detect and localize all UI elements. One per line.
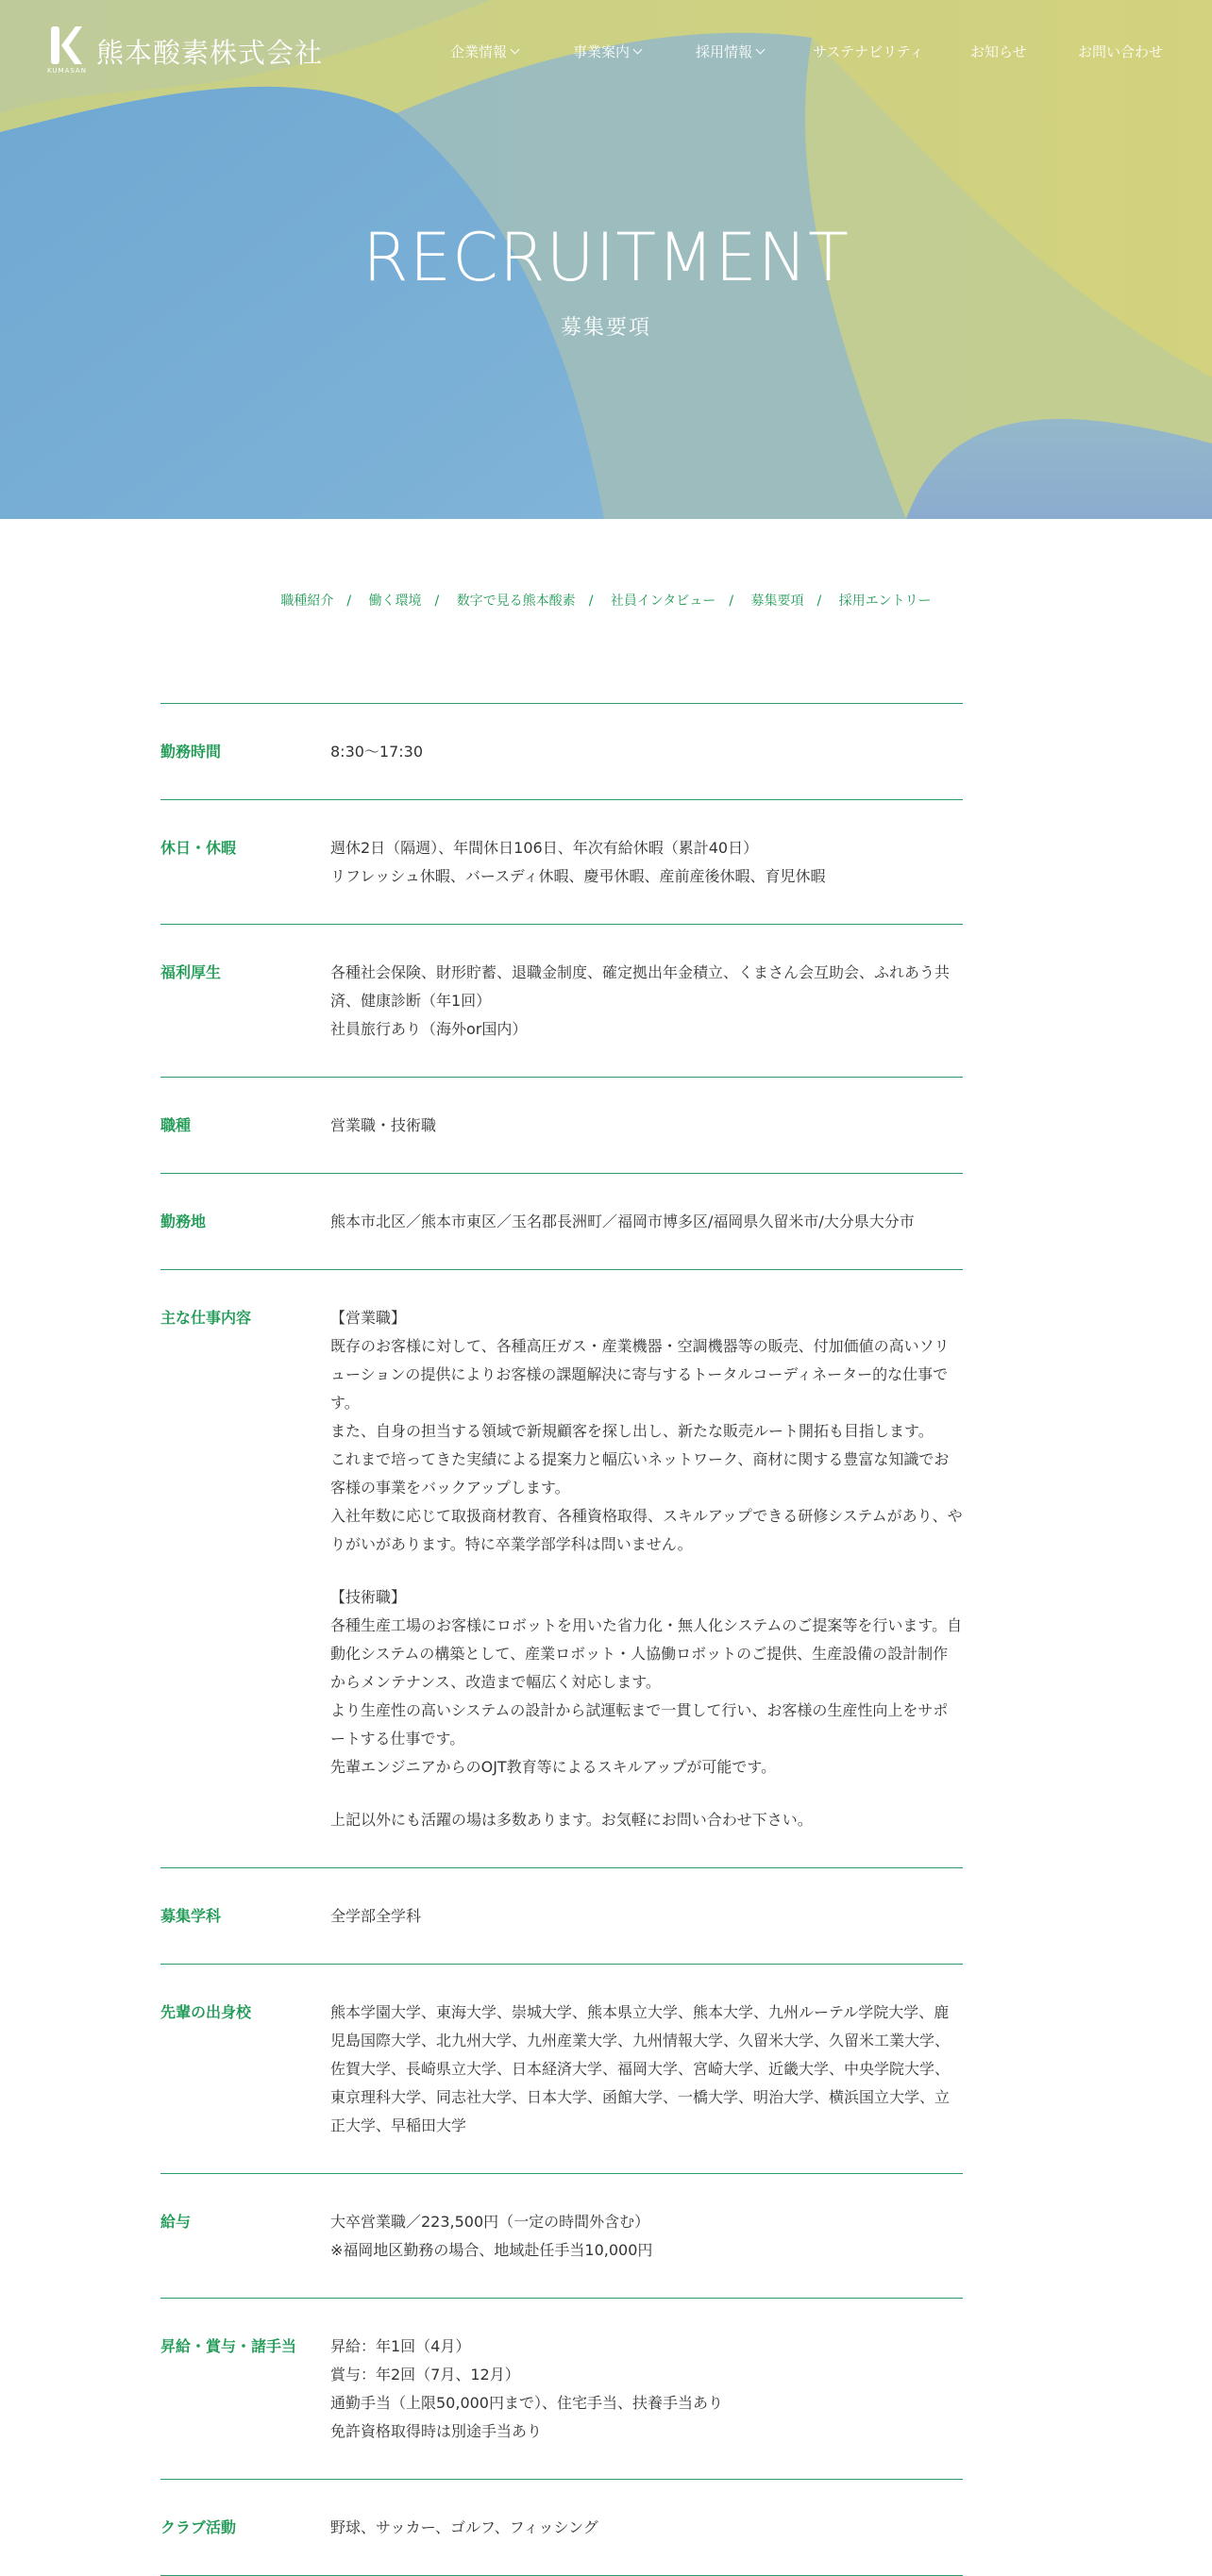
subnav-separator: / bbox=[588, 594, 594, 609]
block-gap bbox=[330, 1559, 963, 1583]
block-gap bbox=[330, 1781, 963, 1806]
table-row bbox=[160, 2299, 963, 2480]
requirements-table bbox=[160, 703, 963, 2576]
nav-contact[interactable] bbox=[1078, 42, 1163, 61]
nav-news[interactable] bbox=[970, 42, 1027, 61]
nav-company-info[interactable] bbox=[450, 42, 518, 61]
value-line: 営業職・技術職 bbox=[330, 1116, 437, 1134]
subnav-separator: / bbox=[434, 594, 440, 609]
subnav-requirements[interactable]: 募集要項 bbox=[750, 594, 804, 609]
value-line: より生産性の高いシステムの設計から試運転まで一貫して行い、お客様の生産性向上をサポートする仕事です。 bbox=[330, 1701, 949, 1748]
value-line: 賞与：年2回（7月、12月） bbox=[330, 2366, 520, 2384]
value-line: 全学部全学科 bbox=[330, 1907, 422, 1925]
global-nav bbox=[0, 42, 1212, 64]
nav-label: サステナビリティ bbox=[813, 43, 924, 60]
table-row bbox=[160, 1965, 963, 2174]
value-line: 週休2日（隔週）、年間休日106日、年次有給休暇（累計40日） bbox=[330, 839, 759, 857]
row-value bbox=[330, 738, 963, 766]
company-name: 熊本酸素株式会社 bbox=[96, 37, 324, 69]
value-line: 既存のお客様に対して、各種高圧ガス・産業機器・空調機器等の販売、付加価値の高いソリューションの提供によりお客様の課題解決に寄与するトータルコーディネーター的な仕事です。 bbox=[330, 1337, 950, 1412]
chevron-down-icon bbox=[756, 45, 766, 55]
subnav-job-types[interactable]: 職種紹介 bbox=[280, 594, 334, 609]
subnav-by-numbers[interactable]: 数字で見る熊本酸素 bbox=[456, 594, 576, 609]
table-row bbox=[160, 800, 963, 925]
value-line: これまで培ってきた実績による提案力と幅広いネットワーク、商材に関する豊富な知識でお客様の事業をバックアップします。 bbox=[330, 1450, 950, 1497]
nav-label: 採用情報 bbox=[696, 43, 753, 60]
table-row bbox=[160, 1868, 963, 1965]
table-row bbox=[160, 704, 963, 800]
table-row bbox=[160, 1174, 963, 1270]
table-row bbox=[160, 2480, 963, 2576]
nav-business[interactable] bbox=[573, 42, 641, 61]
subnav-separator: / bbox=[346, 594, 352, 609]
hero-title: RECRUITMENT bbox=[362, 219, 850, 296]
value-line: 社員旅行あり（海外or国内） bbox=[330, 1020, 528, 1038]
value-line: 入社年数に応じて取扱商材教育、各種資格取得、スキルアップできる研修システムがあり、やりがいがあります。特に卒業学部学科は問いません。 bbox=[330, 1507, 963, 1553]
value-line: リフレッシュ休暇、バースディ休暇、慶弔休暇、産前産後休暇、育児休暇 bbox=[330, 867, 826, 885]
value-line: 熊本市北区／熊本市東区／玉名郡長洲町／福岡市博多区/福岡県久留米市/大分県大分市 bbox=[330, 1213, 915, 1230]
row-label: クラブ活動 bbox=[160, 2518, 237, 2536]
chevron-down-icon bbox=[511, 45, 520, 55]
row-label: 主な仕事内容 bbox=[160, 1309, 252, 1327]
row-label: 昇給・賞与・諸手当 bbox=[160, 2337, 297, 2355]
row-value bbox=[330, 1999, 963, 2140]
recruit-subnav bbox=[0, 591, 1212, 610]
subnav-interviews[interactable]: 社員インタビュー bbox=[610, 594, 716, 609]
hero-subtitle: 募集要項 bbox=[560, 316, 651, 340]
value-line: 熊本学園大学、東海大学、崇城大学、熊本県立大学、熊本大学、九州ルーテル学院大学、鹿児島国際大学、北九州大学、九州産業大学、九州情報大学、久留米大学、久留米工業大学、佐賀大学、長崎県立大学、日本経済大学、福岡大学、宮崎大学、近畿大学、中央学院大学、東京理科大学、同志社大学、日本大学、函館大学、一橋大学、明治大学、横浜国立大学、立正大学、早稲田大学 bbox=[330, 2003, 951, 2134]
value-line: 【営業職】 bbox=[330, 1309, 407, 1327]
row-value bbox=[330, 1208, 963, 1236]
row-value bbox=[330, 959, 963, 1044]
nav-label: 事業案内 bbox=[573, 43, 631, 60]
row-value bbox=[330, 834, 963, 891]
value-line: また、自身の担当する領域で新規顧客を探し出し、新たな販売ルート開拓も目指します。 bbox=[330, 1422, 934, 1440]
subnav-separator: / bbox=[816, 594, 822, 609]
subnav-work-environment[interactable]: 働く環境 bbox=[368, 594, 422, 609]
table-row bbox=[160, 1270, 963, 1868]
row-value bbox=[330, 2514, 963, 2542]
subnav-entry[interactable]: 採用エントリー bbox=[838, 594, 932, 609]
nav-label: お知らせ bbox=[970, 43, 1027, 60]
nav-sustainability[interactable] bbox=[813, 42, 924, 61]
row-label: 休日・休暇 bbox=[160, 839, 237, 857]
value-line: 上記以外にも活躍の場は多数あります。お気軽にお問い合わせ下さい。 bbox=[330, 1811, 813, 1829]
value-line: 大卒営業職／223,500円（一定の時間外含む） bbox=[330, 2213, 650, 2231]
table-row bbox=[160, 2174, 963, 2299]
row-value bbox=[330, 1304, 963, 1834]
table-row bbox=[160, 1078, 963, 1174]
row-label: 募集学科 bbox=[160, 1907, 222, 1925]
row-value bbox=[330, 1112, 963, 1140]
value-line: 各種社会保険、財形貯蓄、退職金制度、確定拠出年金積立、くまさん会互助会、ふれあう共済、健康診断（年1回） bbox=[330, 963, 951, 1010]
value-line: 昇給：年1回（4月） bbox=[330, 2337, 471, 2355]
row-label: 給与 bbox=[160, 2213, 192, 2231]
logo-subtext: KUMASAN bbox=[47, 67, 87, 75]
value-line: 【技術職】 bbox=[330, 1588, 407, 1606]
nav-recruit[interactable] bbox=[696, 42, 764, 61]
value-line: 各種生産工場のお客様にロボットを用いた省力化・無人化システムのご提案等を行います。自動化システムの構築として、産業ロボット・人協働ロボットのご提供、生産設備の設計制作からメンテナンス、改造まで幅広く対応します。 bbox=[330, 1616, 963, 1691]
row-value bbox=[330, 2208, 963, 2265]
nav-label: お問い合わせ bbox=[1078, 43, 1164, 60]
chevron-down-icon bbox=[633, 45, 643, 55]
nav-label: 企業情報 bbox=[450, 43, 508, 60]
table-row bbox=[160, 925, 963, 1078]
row-label: 勤務地 bbox=[160, 1213, 207, 1230]
hero-banner bbox=[0, 0, 1212, 519]
row-value bbox=[330, 1902, 963, 1931]
value-line: 通勤手当（上限50,000円まで）、住宅手当、扶養手当あり bbox=[330, 2394, 723, 2412]
row-label: 職種 bbox=[160, 1116, 192, 1134]
value-line: 野球、サッカー、ゴルフ、フィッシング bbox=[330, 2518, 598, 2536]
row-label: 勤務時間 bbox=[160, 743, 222, 761]
value-line: 免許資格取得時は別途手当あり bbox=[330, 2422, 543, 2440]
value-line: ※福岡地区勤務の場合、地域赴任手当10,000円 bbox=[330, 2241, 653, 2259]
row-label: 先輩の出身校 bbox=[160, 2003, 252, 2021]
value-line: 先輩エンジニアからのOJT教育等によるスキルアップが可能です。 bbox=[330, 1758, 777, 1776]
row-value bbox=[330, 2333, 963, 2446]
value-line: 8:30〜17:30 bbox=[330, 743, 424, 761]
row-label: 福利厚生 bbox=[160, 963, 222, 981]
subnav-separator: / bbox=[729, 594, 734, 609]
